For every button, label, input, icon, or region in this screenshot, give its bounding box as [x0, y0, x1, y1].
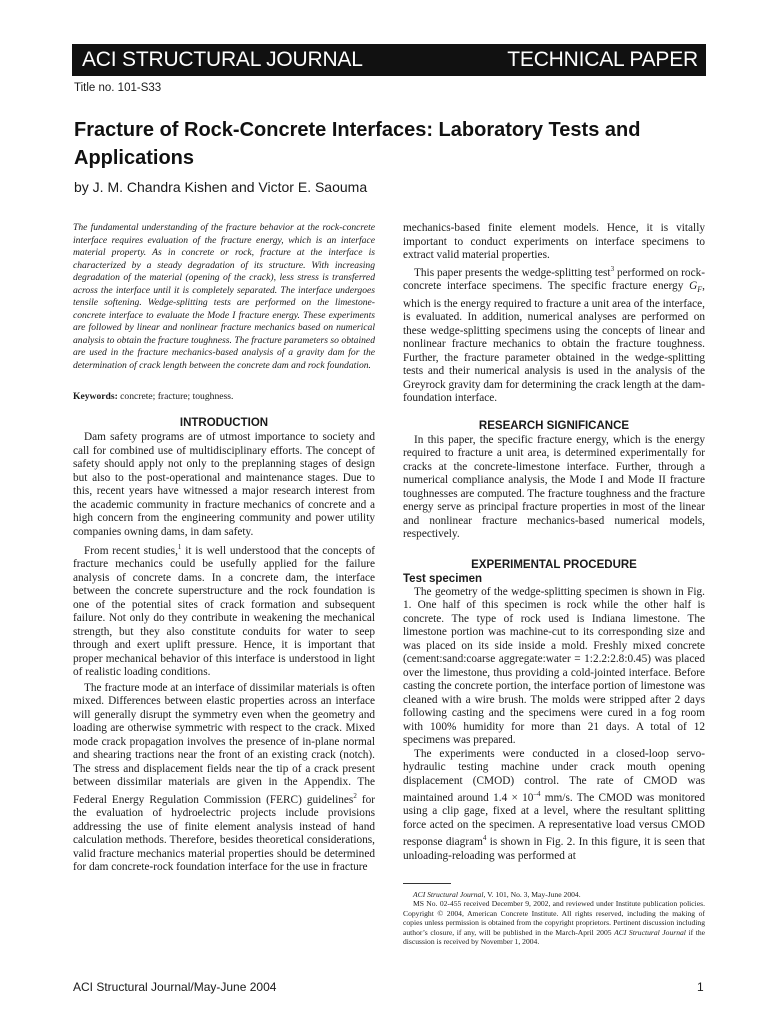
footnote-volume: , V. 101, No. 3, May-June 2004. — [483, 890, 581, 900]
fracture-energy-subscript: F — [697, 285, 703, 295]
abstract: The fundamental understanding of the fracture behavior at the rock-concrete interface requires evaluation of the fracture energy, which is an interface material property. As in concrete or rock, fracture at the interface is characterized by a steady degradation of its structure. With increasing degradation of the material (opening of the crack), less stress is transferred across the interface until it is completely separated. The interface undergoes tensile softening. Wedge-splitting tests are performed on the limestone-concrete interface to evaluate the Mode I fracture energy. These experiments are followed by linear and nonlinear fracture mechanics based on numerical analysis to obtain the fracture toughness. The fracture parameters so obtained are used in the fracture mechanics-based analysis of a gravity dam for the determination of crack length between the concrete dam and rock foundation. — [73, 222, 375, 371]
introduction-paragraph-1: Dam safety programs are of utmost importance to society and call for combined use of multidisciplinary efforts. The concept of safety should apply not only to the preplanning stages of design but also to the post-operational and maintenance stages. Due to this, recent years have witnessed a major research interest from the academic community in fracture mechanics of concrete and a high concern from the engineering community and power utility companies owning dams, in dam safety. — [73, 431, 375, 538]
introduction-paragraph-2 — [73, 541, 375, 680]
exp-p2-end: is shown in Fig. 2. In this figure, it is seen that unloading-reloading was performed at — [403, 836, 705, 862]
experimental-procedure-heading: EXPERIMENTAL PROCEDURE — [471, 558, 637, 571]
intro-p3-start: The fracture mode at an interface of dissimilar materials is often mixed. Differences between elastic properties across an interface will generally disrupt the symmetry even when the geometry and loading are otherwise symmetric with respect to the crack. Mixed mode crack propagation involves the presence of in-plane normal and shearing tractions near the front of an existing crack (notch). The stress and displacement fields near the tip of a crack present between dissimilar materials are given in the Appendix. The Federal Energy Regulation Commission (FERC) guidelines — [73, 681, 375, 806]
footnote-line-1 — [403, 890, 705, 899]
keywords-text: concrete; fracture; toughness. — [117, 391, 234, 402]
introduction-heading: INTRODUCTION — [179, 417, 269, 429]
authors: by J. M. Chandra Kishen and Victor E. Saouma — [74, 179, 368, 195]
footnote-copyright: MS No. 02-455 received December 9, 2002, and reviewed under Institute publication policies. Copyright © 2004, American Concrete Institute. All rights reserved, including the making of copies unless permission is obtained from the copyright proprietors. Pertinent discussion including author’s closure, if any, will be published in the March-April 2005 — [403, 899, 705, 937]
title-number: Title no. 101-S33 — [74, 82, 162, 94]
keywords — [73, 391, 375, 402]
keywords-label: Keywords: — [73, 391, 118, 402]
ri-p2-start: This paper presents the wedge-splitting test — [414, 266, 611, 279]
footnote-deadline: if the discussion is received by November 1, 2004. — [403, 927, 705, 947]
journal-banner — [72, 44, 706, 76]
exp-p2-start: The experiments were conducted in a closed-loop servo-hydraulic testing machine under crack mouth opening displacement (CMOD) control. The rate of CMOD was maintained around 1.4 × 10 — [403, 747, 705, 804]
footnote-block — [403, 883, 705, 946]
footnote-journal: ACI Structural Journal — [413, 890, 484, 900]
intro-p2-start: From recent studies, — [84, 544, 178, 557]
test-specimen-subheading: Test specimen — [403, 572, 483, 585]
reference-3: 3 — [610, 264, 615, 273]
intro-p3-end: for the evaluation of hydroelectric projects include provisions addressing the use of finite element analysis instead of hand calculation methods. Therefore, besides theoretical considerations, valid fracture mechanics material properties should be determined for dam concrete-rock foundation interface for the use in fracture — [73, 793, 376, 874]
introduction-paragraph-3 — [73, 682, 375, 875]
footnote-rule — [403, 883, 451, 884]
right-intro-paragraph-2 — [403, 263, 705, 406]
experimental-paragraph-2 — [403, 748, 705, 864]
reference-4: 4 — [482, 834, 487, 843]
footnote-line-2 — [403, 899, 705, 946]
ri-p2-end: , which is the energy required to fracture a unit area of the interface, is evaluated. In addition, numerical analyses are performed on these wedge-splitting specimens using the concepts of linear and nonlinear fracture mechanics to obtain the fracture toughness. Further, the fracture parameter obtained in the wedge-splitting tests and their numerical analysis is used in the analysis of the Greyrock gravity dam for determining the crack length at the dam-foundation interface. — [403, 279, 705, 405]
fracture-energy-symbol: G — [689, 279, 698, 292]
research-significance-heading: RESEARCH SIGNIFICANCE — [478, 419, 630, 432]
journal-name: ACI STRUCTURAL JOURNAL — [82, 48, 363, 71]
reference-2: 2 — [353, 791, 357, 800]
left-column — [73, 222, 375, 875]
right-intro-paragraph-1: mechanics-based finite element models. Hence, it is vitally important to conduct experiments on interface specimens to extract valid material properties. — [403, 222, 705, 261]
paper-title: Fracture of Rock-Concrete Interfaces: Laboratory Tests and Applications — [74, 119, 641, 169]
paper-type: TECHNICAL PAPER — [507, 48, 698, 71]
intro-p2-end: it is well understood that the concepts of fracture mechanics could be usefully applied for the failure analysis of concrete dams. In a concrete dam, the interface between the concrete superstructure and the rock foundation is one of the potential sites of crack formation and subsequent failure. Not only do they contribute in weakening the mechanical strength, but they also constitute conduits for water to seep through and exert uplift pressure. Hence, it is important that proper mechanical behavior of this interface is understood in light of realistic loading conditions. — [73, 544, 375, 679]
footer-journal-issue: ACI Structural Journal/May-June 2004 — [73, 980, 277, 994]
exponent: –4 — [533, 790, 541, 799]
experimental-paragraph-1: The geometry of the wedge-splitting specimen is shown in Fig. 1. One half of this specimen is rock while the other half is concrete. The type of rock used is Indiana limestone. The limestone portion was machine-cut to its corresponding size and was placed on its side inside a mold. Freshly mixed concrete (cement:sand:coarse aggregate:water = 1:2.2:2.8:0.45) was placed over the limestone, thus providing a cold-jointed interface. Before casting the concrete portion, the interface portion of limestone was cleaned with a wire brush. The molds were stripped after 2 days following casting and the specimens were cured in a fog room with 100% humidity for more than 21 days. A total of 12 specimens was prepared. — [403, 585, 705, 747]
ri-p2-mid: performed on rock-concrete interface specimens. The specific fracture energy — [403, 266, 705, 292]
reference-1: 1 — [177, 543, 182, 551]
footnote-journal-2: ACI Structural Journal — [614, 927, 686, 937]
exp-p2-mid: mm/s. The CMOD was monitored using a clip gage, fixed at a level, where the resultant splitting force acted on the specimen. A representative load versus CMOD response diagram — [403, 791, 706, 849]
right-column — [403, 222, 705, 946]
page-number: 1 — [697, 980, 704, 994]
research-significance-paragraph: In this paper, the specific fracture energy, which is the energy required to fracture a unit area, is determined experimentally for cracks at the concrete-limestone interface. Further, through a numerical compliance analysis, the Mode I and Mode II fracture toughnesses are computed. The fracture toughness and the fracture energy serve as principal fracture properties in most of the linear and nonlinear fracture mechanics-based numerical models, respectively. — [403, 433, 705, 541]
